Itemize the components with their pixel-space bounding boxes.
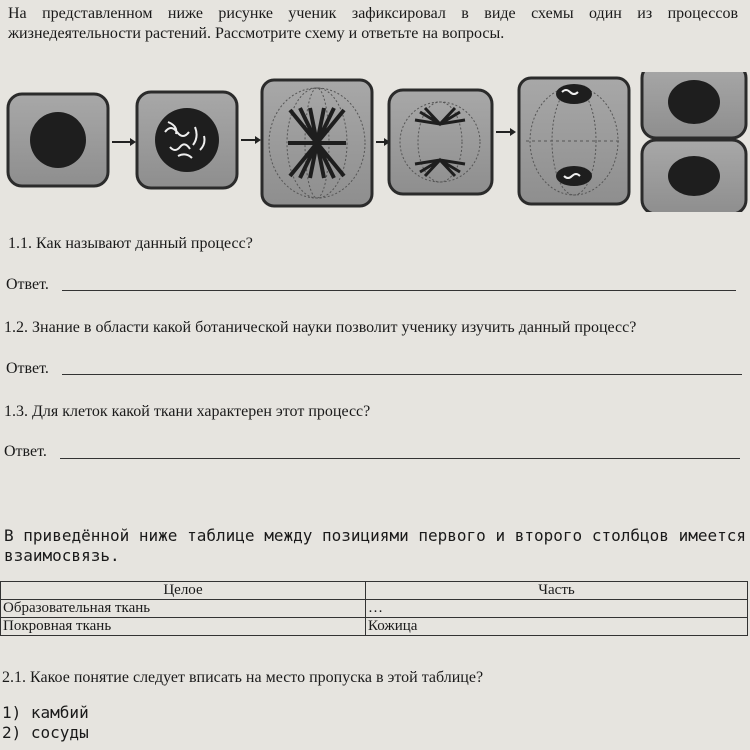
prophase-cell: [137, 92, 237, 188]
arrow-icon: [241, 136, 261, 144]
question-1-3: 1.3. Для клеток какой ткани характерен этот процесс?: [4, 403, 371, 420]
header-whole: Целое: [1, 582, 366, 600]
answer-label-3: Ответ.: [4, 443, 47, 460]
arrow-icon: [496, 128, 516, 136]
header-part: Часть: [366, 582, 748, 600]
mitosis-diagram: [0, 72, 750, 212]
anaphase-cell: [389, 90, 492, 194]
metaphase-cell: [262, 80, 372, 206]
telophase-cell: [519, 78, 629, 204]
answer-label-1: Ответ.: [6, 276, 49, 293]
answer-label-2: Ответ.: [6, 360, 49, 377]
daughter-cells: [642, 72, 746, 212]
option-1[interactable]: 1) камбий: [2, 703, 89, 722]
task-2-intro: В приведённой ниже таблице между позициями первого и второго столбцов имеется взаимосвязь.: [4, 526, 746, 565]
arrow-icon: [112, 138, 136, 146]
question-2-1: 2.1. Какое понятие следует вписать на место пропуска в этой таблице?: [2, 669, 484, 686]
table-row: [1, 600, 748, 618]
cell-whole: Образовательная ткань: [1, 600, 366, 618]
answer-field-2[interactable]: [62, 374, 742, 375]
cell-part: Кожица: [366, 618, 748, 636]
interphase-cell: [8, 94, 108, 186]
option-2[interactable]: 2) сосуды: [2, 723, 89, 742]
question-1-2: 1.2. Знание в области какой ботанической науки позволит ученику изучить данный процесс?: [4, 319, 637, 336]
cell-part-blank[interactable]: …: [366, 600, 748, 618]
answer-field-1[interactable]: [62, 290, 736, 291]
answer-field-3[interactable]: [60, 458, 740, 459]
task-intro: На представленном ниже рисунке ученик зафиксировал в виде схемы один из процессов жизнедеятельности растений. Рассмотрите схему и ответьте на вопросы.: [8, 5, 738, 42]
relationship-table: [0, 581, 748, 636]
cell-whole: Покровная ткань: [1, 618, 366, 636]
table-row: [1, 618, 748, 636]
question-1-1: 1.1. Как называют данный процесс?: [8, 235, 253, 252]
table-header-row: [1, 582, 748, 600]
